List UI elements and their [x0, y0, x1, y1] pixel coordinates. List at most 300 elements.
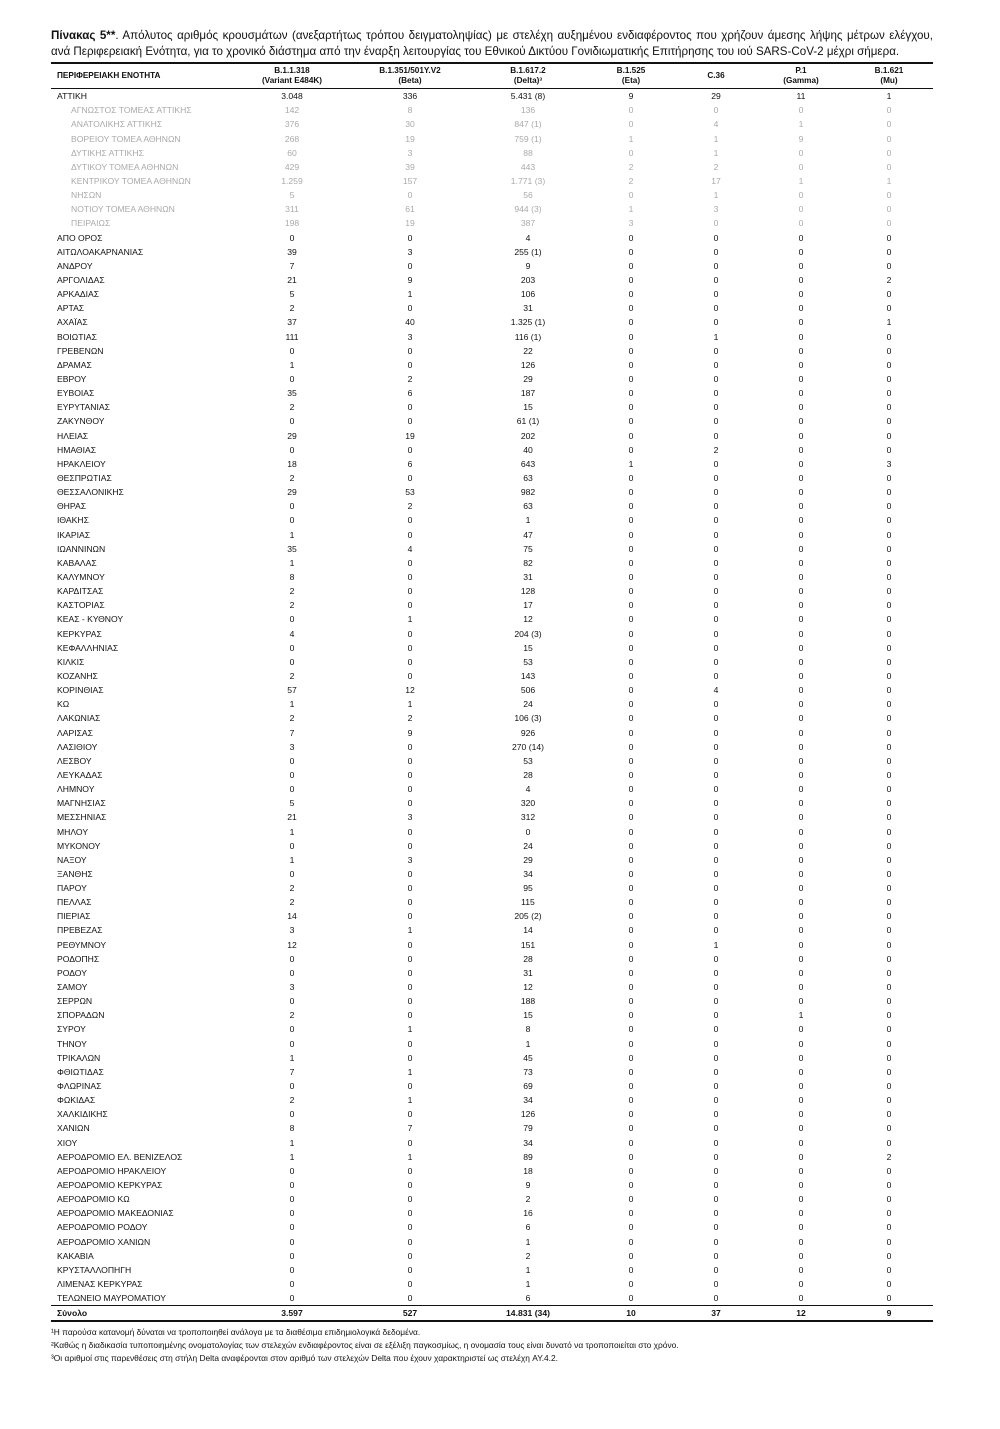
value-cell: 0 [886, 161, 892, 172]
value-cell: 0 [886, 1208, 892, 1219]
column-header-variant [675, 63, 757, 89]
table-subrow [51, 202, 933, 216]
value-cell: 0 [713, 345, 719, 356]
value-cell: 0 [628, 854, 634, 865]
value-cell: 0 [713, 557, 719, 568]
header-subline: (Eta) [621, 76, 641, 86]
value-cell: 0 [886, 501, 892, 512]
value-cell: 40 [405, 317, 415, 328]
value-cell: 202 [520, 430, 536, 441]
region-cell: ΤΕΛΩΝΕΙΟ ΜΑΥΡΟΜΑΤΙΟΥ [57, 1293, 166, 1304]
value-cell: 2 [289, 670, 295, 681]
value-cell: 0 [886, 1194, 892, 1205]
value-cell: 0 [407, 769, 413, 780]
total-value: 527 [351, 1306, 469, 1322]
value-cell: 0 [289, 1081, 295, 1092]
table-row [51, 471, 933, 485]
value-cell: 0 [886, 967, 892, 978]
header-line: C.36 [707, 71, 725, 81]
value-cell: 387 [520, 218, 536, 229]
table-row [51, 1008, 933, 1022]
region-cell: ΜΗΛΟΥ [57, 826, 89, 837]
value-cell: 0 [798, 685, 804, 696]
value-cell: 0 [407, 1279, 413, 1289]
value-cell: 115 [521, 897, 535, 908]
value-cell: 4 [713, 685, 719, 696]
value-cell: 0 [407, 190, 413, 201]
region-cell: ΕΥΡΥΤΑΝΙΑΣ [57, 402, 110, 413]
value-cell: 0 [886, 204, 892, 215]
value-cell: 0 [628, 105, 634, 116]
value-cell: 0 [628, 147, 634, 158]
value-cell: 0 [798, 345, 804, 356]
value-cell: 0 [886, 996, 892, 1007]
table-body [51, 89, 933, 1306]
value-cell: 0 [628, 1123, 634, 1134]
region-cell: ΑΝΔΡΟΥ [57, 260, 93, 271]
value-cell: 34 [523, 868, 533, 879]
value-cell: 53 [523, 755, 533, 766]
table-row [51, 231, 933, 245]
value-cell: 0 [289, 1165, 295, 1176]
value-cell: 0 [628, 289, 634, 300]
value-cell: 0 [886, 1222, 892, 1233]
region-cell: ΝΟΤΙΟΥ ΤΟΜΕΑ ΑΘΗΝΩΝ [71, 204, 175, 215]
table-row [51, 570, 933, 584]
value-cell: 1 [407, 1066, 413, 1077]
value-cell: 0 [628, 1137, 634, 1148]
value-cell: 0 [713, 996, 719, 1007]
value-cell: 15 [523, 402, 533, 413]
value-cell: 0 [628, 727, 634, 738]
value-cell: 0 [628, 388, 634, 399]
value-cell: 0 [713, 784, 719, 795]
value-cell: 79 [523, 1123, 533, 1134]
value-cell: 0 [628, 444, 634, 455]
region-cell: ΣΕΡΡΩΝ [57, 996, 93, 1007]
table-row [51, 1150, 933, 1164]
value-cell: 188 [520, 996, 536, 1007]
value-cell: 95 [523, 883, 533, 894]
table-label: Πίνακας 5** [51, 29, 116, 42]
region-cell: ΔΥΤΙΚΗΣ ΑΤΤΙΚΗΣ [71, 147, 144, 158]
table-row [51, 1178, 933, 1192]
value-cell: 9 [407, 727, 413, 738]
value-cell: 0 [886, 925, 892, 936]
value-cell: 0 [289, 501, 295, 512]
value-cell: 0 [798, 374, 804, 384]
value-cell: 0 [407, 911, 413, 922]
region-cell: ΚΩ [57, 699, 70, 710]
value-cell: 1 [713, 331, 719, 342]
value-cell: 15 [523, 1010, 533, 1021]
value-cell: 9 [407, 275, 413, 286]
value-cell: 0 [798, 161, 804, 172]
value-cell: 16 [523, 1208, 533, 1219]
value-cell: 4 [289, 628, 295, 639]
value-cell: 0 [289, 642, 295, 653]
table-row [51, 669, 933, 683]
value-cell: 0 [886, 260, 892, 271]
region-cell: ΑΕΡΟΔΡΟΜΙΟ ΚΕΡΚΥΡΑΣ [57, 1180, 163, 1191]
value-cell: 0 [886, 1109, 892, 1120]
value-cell: 0 [628, 784, 634, 795]
value-cell: 0 [407, 1222, 413, 1233]
value-cell: 0 [798, 996, 804, 1007]
value-cell: 0 [628, 374, 634, 384]
value-cell: 0 [628, 897, 634, 908]
table-subrow [51, 216, 933, 230]
value-cell: 3 [407, 812, 413, 823]
total-value: 14.831 (34) [469, 1306, 587, 1322]
value-cell: 1 [525, 1236, 531, 1247]
value-cell: 31 [523, 967, 533, 978]
value-cell: 0 [713, 1081, 719, 1092]
value-cell: 0 [713, 1123, 719, 1134]
value-cell: 0 [628, 967, 634, 978]
value-cell: 2 [407, 501, 413, 512]
header-subline: (Delta)³ [513, 76, 543, 86]
value-cell: 1 [628, 204, 634, 215]
table-row [51, 513, 933, 527]
table-row [51, 259, 933, 273]
value-cell: 1 [407, 1151, 413, 1162]
value-cell: 0 [886, 812, 892, 823]
value-cell: 0 [798, 628, 804, 639]
value-cell: 1 [289, 1137, 295, 1148]
value-cell: 12 [523, 982, 533, 993]
value-cell: 1 [798, 1010, 804, 1021]
value-cell: 5 [289, 190, 295, 201]
region-cell: ΙΚΑΡΙΑΣ [57, 529, 91, 540]
value-cell: 0 [713, 854, 719, 865]
value-cell: 0 [289, 1279, 295, 1289]
region-cell: ΣΥΡΟΥ [57, 1024, 86, 1035]
table-row [51, 1249, 933, 1263]
value-cell: 0 [886, 1066, 892, 1077]
table-row [51, 655, 933, 669]
table-row [51, 754, 933, 768]
value-cell: 0 [628, 1279, 634, 1289]
value-cell: 0 [628, 557, 634, 568]
region-cell: ΗΜΑΘΙΑΣ [57, 444, 97, 455]
value-cell: 29 [711, 91, 721, 102]
table-row [51, 810, 933, 824]
value-cell: 111 [285, 331, 299, 342]
region-cell: ΛΕΥΚΑΔΑΣ [57, 769, 103, 780]
value-cell: 9 [798, 133, 804, 144]
value-cell: 0 [713, 388, 719, 399]
value-cell: 0 [628, 317, 634, 328]
table-row [51, 1220, 933, 1234]
value-cell: 0 [798, 911, 804, 922]
value-cell: 0 [628, 826, 634, 837]
value-cell: 0 [628, 656, 634, 667]
value-cell: 3 [289, 741, 295, 752]
value-cell: 9 [525, 1180, 531, 1191]
value-cell: 0 [886, 557, 892, 568]
value-cell: 0 [713, 275, 719, 286]
region-cell: ΜΕΣΣΗΝΙΑΣ [57, 812, 107, 823]
value-cell: 0 [798, 232, 804, 243]
value-cell: 3 [407, 331, 413, 342]
value-cell: 3.048 [281, 91, 303, 102]
value-cell: 0 [289, 374, 295, 384]
value-cell: 506 [520, 685, 536, 696]
total-label: Σύνολο [51, 1306, 233, 1322]
value-cell: 0 [713, 883, 719, 894]
value-cell: 7 [289, 727, 295, 738]
value-cell: 0 [798, 713, 804, 724]
region-cell: ΚΑΡΔΙΤΣΑΣ [57, 586, 104, 597]
value-cell: 320 [520, 798, 536, 809]
table-row [51, 1022, 933, 1036]
value-cell: 0 [713, 501, 719, 512]
value-cell: 0 [798, 190, 804, 201]
value-cell: 0 [289, 416, 295, 427]
value-cell: 0 [628, 260, 634, 271]
value-cell: 21 [287, 275, 297, 286]
value-cell: 0 [407, 416, 413, 427]
value-cell: 0 [886, 1180, 892, 1191]
value-cell: 0 [628, 487, 634, 498]
value-cell: 311 [285, 204, 299, 215]
value-cell: 0 [713, 741, 719, 752]
value-cell: 0 [407, 515, 413, 526]
total-value: 3.597 [233, 1306, 351, 1322]
value-cell: 2 [289, 1010, 295, 1021]
value-cell: 1 [289, 529, 295, 540]
value-cell: 0 [713, 586, 719, 597]
value-cell: 0 [628, 1222, 634, 1233]
value-cell: 0 [628, 501, 634, 512]
value-cell: 35 [287, 543, 297, 554]
table-caption [51, 28, 933, 59]
header-subline: (Variant E484K) [261, 76, 323, 86]
value-cell: 2 [525, 1250, 531, 1261]
value-cell: 24 [523, 840, 533, 851]
table-row [51, 867, 933, 881]
table-row [51, 1037, 933, 1051]
value-cell: 0 [407, 656, 413, 667]
value-cell: 0 [628, 586, 634, 597]
value-cell: 39 [287, 246, 297, 257]
value-cell: 0 [713, 798, 719, 809]
header-line: B.1.351/501Y.V2 [379, 66, 441, 76]
table-row [51, 825, 933, 839]
value-cell: 0 [628, 543, 634, 554]
value-cell: 0 [713, 430, 719, 441]
table-row [51, 273, 933, 287]
region-cell: ΑΝΑΤΟΛΙΚΗΣ ΑΤΤΙΚΗΣ [71, 119, 163, 130]
value-cell: 0 [628, 1250, 634, 1261]
value-cell: 0 [713, 1236, 719, 1247]
value-cell: 0 [628, 1095, 634, 1106]
value-cell: 0 [628, 685, 634, 696]
value-cell: 0 [798, 1222, 804, 1233]
region-cell: ΛΑΡΙΣΑΣ [57, 727, 93, 738]
value-cell: 0 [628, 628, 634, 639]
table-subrow [51, 146, 933, 160]
value-cell: 1 [407, 925, 413, 936]
value-cell: 0 [628, 1236, 634, 1247]
region-cell: ΦΩΚΙΔΑΣ [57, 1095, 96, 1106]
value-cell: 29 [523, 854, 533, 865]
value-cell: 2 [407, 713, 413, 724]
value-cell: 47 [523, 529, 533, 540]
value-cell: 0 [886, 1024, 892, 1035]
value-cell: 0 [798, 260, 804, 271]
value-cell: 0 [886, 105, 892, 116]
value-cell: 0 [628, 472, 634, 483]
value-cell: 0 [798, 515, 804, 526]
value-cell: 0 [628, 982, 634, 993]
value-cell: 0 [713, 755, 719, 766]
value-cell: 143 [520, 670, 536, 681]
value-cell: 0 [713, 1137, 719, 1148]
value-cell: 0 [886, 416, 892, 427]
value-cell: 0 [628, 755, 634, 766]
value-cell: 0 [713, 1109, 719, 1120]
value-cell: 0 [407, 557, 413, 568]
value-cell: 0 [798, 1180, 804, 1191]
value-cell: 2 [289, 600, 295, 611]
value-cell: 0 [713, 1293, 719, 1304]
region-cell: ΚΕΑΣ - ΚΥΘΝΟΥ [57, 614, 124, 625]
value-cell: 0 [407, 359, 413, 370]
value-cell: 0 [886, 628, 892, 639]
value-cell: 6 [525, 1293, 531, 1304]
value-cell: 0 [713, 359, 719, 370]
value-cell: 0 [628, 303, 634, 314]
region-cell: ΦΛΩΡΙΝΑΣ [57, 1081, 102, 1092]
region-cell: ΠΑΡΟΥ [57, 883, 87, 894]
total-row [51, 1306, 933, 1322]
value-cell: 1 [289, 1052, 295, 1063]
value-cell: 0 [886, 472, 892, 483]
value-cell: 0 [886, 741, 892, 752]
column-header-variant [351, 63, 469, 89]
header-subline: (Beta) [398, 76, 422, 86]
value-cell: 2 [713, 444, 719, 455]
value-cell: 0 [713, 543, 719, 554]
value-cell: 0 [289, 769, 295, 780]
value-cell: 0 [713, 840, 719, 851]
total-value: 37 [675, 1306, 757, 1322]
value-cell: 0 [886, 1250, 892, 1261]
value-cell: 4 [525, 232, 531, 243]
region-cell: ΝΗΣΩΝ [71, 190, 102, 201]
value-cell: 0 [713, 260, 719, 271]
table-row [51, 542, 933, 556]
table-row [51, 895, 933, 909]
value-cell: 1 [289, 359, 295, 370]
value-cell: 0 [798, 388, 804, 399]
table-row [51, 386, 933, 400]
value-cell: 1 [525, 1279, 531, 1289]
value-cell: 0 [886, 1123, 892, 1134]
value-cell: 0 [628, 911, 634, 922]
table-row [51, 641, 933, 655]
value-cell: 28 [523, 953, 533, 964]
value-cell: 126 [520, 1109, 536, 1120]
value-cell: 0 [289, 515, 295, 526]
value-cell: 2 [886, 275, 892, 286]
value-cell: 0 [628, 246, 634, 257]
value-cell: 0 [289, 232, 295, 243]
value-cell: 0 [886, 699, 892, 710]
value-cell: 0 [713, 812, 719, 823]
value-cell: 0 [886, 515, 892, 526]
region-cell: ΠΡΕΒΕΖΑΣ [57, 925, 103, 936]
region-cell: ΘΕΣΠΡΩΤΙΑΣ [57, 472, 112, 483]
value-cell: 204 (3) [514, 628, 542, 639]
value-cell: 1 [525, 515, 531, 526]
header-line: B.1.525 [616, 66, 646, 76]
table-row [51, 443, 933, 457]
header-line: B.1.1.318 [274, 66, 310, 76]
region-cell: ΛΑΚΩΝΙΑΣ [57, 713, 101, 724]
table-row [51, 994, 933, 1008]
value-cell: 0 [798, 854, 804, 865]
column-header-region [51, 63, 233, 89]
value-cell: 18 [287, 458, 297, 469]
value-cell: 198 [284, 218, 300, 229]
region-cell: ΑΡΤΑΣ [57, 303, 85, 314]
value-cell: 1 [289, 699, 295, 710]
table-row [51, 315, 933, 329]
table-header [51, 63, 933, 89]
value-cell: 0 [628, 670, 634, 681]
value-cell: 0 [798, 557, 804, 568]
value-cell: 944 (3) [514, 204, 542, 215]
value-cell: 926 [520, 727, 536, 738]
table-footer [51, 1306, 933, 1322]
value-cell: 37 [287, 317, 297, 328]
value-cell: 0 [798, 1236, 804, 1247]
value-cell: 0 [407, 868, 413, 879]
table-row [51, 499, 933, 513]
table-row [51, 839, 933, 853]
value-cell: 0 [713, 769, 719, 780]
value-cell: 0 [628, 1208, 634, 1219]
region-cell: ΗΛΕΙΑΣ [57, 430, 89, 441]
table-row [51, 1051, 933, 1065]
region-cell: ΚΑΚΑΒΙΑ [57, 1250, 94, 1261]
region-cell: ΡΕΘΥΜΝΟΥ [57, 939, 107, 950]
table-row [51, 1121, 933, 1135]
value-cell: 0 [289, 1194, 295, 1205]
table-row [51, 556, 933, 570]
table-row [51, 938, 933, 952]
value-cell: 0 [628, 1165, 634, 1176]
table-row [51, 782, 933, 796]
value-cell: 5.431 (8) [510, 91, 546, 102]
value-cell: 2 [289, 303, 295, 314]
value-cell: 0 [798, 1123, 804, 1134]
value-cell: 1 [289, 557, 295, 568]
value-cell: 0 [713, 967, 719, 978]
value-cell: 2 [289, 883, 295, 894]
value-cell: 0 [798, 458, 804, 469]
value-cell: 0 [798, 501, 804, 512]
value-cell: 0 [886, 331, 892, 342]
value-cell: 0 [798, 670, 804, 681]
value-cell: 0 [798, 204, 804, 215]
value-cell: 4 [407, 543, 413, 554]
table-row [51, 881, 933, 895]
value-cell: 0 [886, 868, 892, 879]
